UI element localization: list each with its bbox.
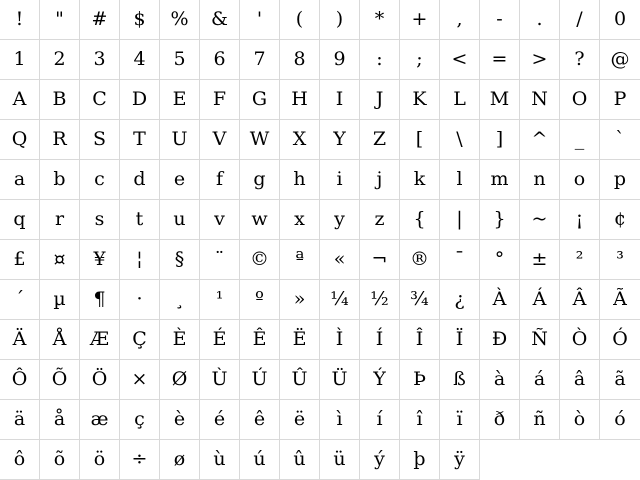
glyph-cell[interactable]: û — [280, 440, 320, 480]
glyph-cell[interactable]: £ — [0, 240, 40, 280]
glyph-cell[interactable]: : — [360, 40, 400, 80]
glyph-cell[interactable]: U — [160, 120, 200, 160]
glyph-cell[interactable]: g — [240, 160, 280, 200]
glyph-cell[interactable]: ¸ — [160, 280, 200, 320]
glyph-cell[interactable]: S — [80, 120, 120, 160]
glyph-cell[interactable]: Ï — [440, 320, 480, 360]
glyph-cell[interactable]: x — [280, 200, 320, 240]
glyph-cell[interactable]: ¬ — [360, 240, 400, 280]
glyph-cell[interactable]: î — [400, 400, 440, 440]
glyph-cell[interactable]: þ — [400, 440, 440, 480]
glyph-cell[interactable]: n — [520, 160, 560, 200]
glyph-cell[interactable]: ò — [560, 400, 600, 440]
glyph-cell[interactable]: k — [400, 160, 440, 200]
glyph-cell[interactable]: 5 — [160, 40, 200, 80]
glyph-cell[interactable]: ê — [240, 400, 280, 440]
glyph-cell[interactable]: & — [200, 0, 240, 40]
glyph-cell[interactable]: ¥ — [80, 240, 120, 280]
glyph-cell[interactable]: ð — [480, 400, 520, 440]
glyph-cell[interactable]: « — [320, 240, 360, 280]
glyph-cell[interactable]: i — [320, 160, 360, 200]
glyph-cell[interactable]: R — [40, 120, 80, 160]
glyph-cell[interactable]: Ñ — [520, 320, 560, 360]
glyph-cell[interactable]: B — [40, 80, 80, 120]
glyph-cell[interactable]: ô — [0, 440, 40, 480]
glyph-cell[interactable]: Á — [520, 280, 560, 320]
glyph-cell[interactable]: ² — [560, 240, 600, 280]
glyph-cell[interactable]: N — [520, 80, 560, 120]
glyph-cell[interactable]: ' — [240, 0, 280, 40]
glyph-cell[interactable]: í — [360, 400, 400, 440]
glyph-cell[interactable]: É — [200, 320, 240, 360]
glyph-cell[interactable]: · — [120, 280, 160, 320]
glyph-cell[interactable]: s — [80, 200, 120, 240]
glyph-cell[interactable]: Ó — [600, 320, 640, 360]
glyph-cell[interactable]: 9 — [320, 40, 360, 80]
glyph-cell[interactable]: ¨ — [200, 240, 240, 280]
glyph-cell[interactable]: ½ — [360, 280, 400, 320]
glyph-cell[interactable]: » — [280, 280, 320, 320]
glyph-cell[interactable]: ¿ — [440, 280, 480, 320]
glyph-cell[interactable]: ä — [0, 400, 40, 440]
glyph-cell[interactable]: ¤ — [40, 240, 80, 280]
glyph-cell[interactable]: 7 — [240, 40, 280, 80]
glyph-cell[interactable]: è — [160, 400, 200, 440]
glyph-cell[interactable]: M — [480, 80, 520, 120]
glyph-cell[interactable]: " — [40, 0, 80, 40]
glyph-cell[interactable]: Þ — [400, 360, 440, 400]
glyph-cell[interactable]: ] — [480, 120, 520, 160]
glyph-cell[interactable]: W — [240, 120, 280, 160]
glyph-cell[interactable]: ü — [320, 440, 360, 480]
glyph-cell[interactable]: e — [160, 160, 200, 200]
glyph-cell[interactable]: l — [440, 160, 480, 200]
glyph-cell[interactable]: º — [240, 280, 280, 320]
glyph-cell[interactable]: Y — [320, 120, 360, 160]
glyph-cell[interactable]: j — [360, 160, 400, 200]
glyph-cell[interactable]: a — [0, 160, 40, 200]
glyph-cell[interactable]: f — [200, 160, 240, 200]
glyph-cell[interactable]: H — [280, 80, 320, 120]
glyph-cell[interactable]: < — [440, 40, 480, 80]
glyph-cell[interactable]: Ú — [240, 360, 280, 400]
glyph-cell[interactable]: 3 — [80, 40, 120, 80]
glyph-cell[interactable]: ï — [440, 400, 480, 440]
glyph-cell[interactable]: m — [480, 160, 520, 200]
glyph-cell-empty[interactable] — [560, 440, 600, 480]
glyph-cell[interactable]: à — [480, 360, 520, 400]
glyph-cell[interactable]: ; — [400, 40, 440, 80]
glyph-cell[interactable]: w — [240, 200, 280, 240]
glyph-cell-empty[interactable] — [520, 440, 560, 480]
glyph-cell[interactable]: ¶ — [80, 280, 120, 320]
glyph-cell[interactable]: P — [600, 80, 640, 120]
glyph-cell[interactable]: Ø — [160, 360, 200, 400]
glyph-cell[interactable]: Ò — [560, 320, 600, 360]
glyph-cell[interactable]: È — [160, 320, 200, 360]
glyph-cell[interactable]: 6 — [200, 40, 240, 80]
glyph-cell[interactable]: Â — [560, 280, 600, 320]
glyph-cell[interactable]: \ — [440, 120, 480, 160]
glyph-cell[interactable]: Ë — [280, 320, 320, 360]
glyph-cell[interactable]: } — [480, 200, 520, 240]
glyph-cell[interactable]: ? — [560, 40, 600, 80]
glyph-cell[interactable]: T — [120, 120, 160, 160]
glyph-cell[interactable]: , — [440, 0, 480, 40]
glyph-cell[interactable]: { — [400, 200, 440, 240]
glyph-cell[interactable]: ) — [320, 0, 360, 40]
glyph-cell[interactable]: ë — [280, 400, 320, 440]
glyph-cell[interactable]: h — [280, 160, 320, 200]
glyph-cell-empty[interactable] — [600, 440, 640, 480]
glyph-cell[interactable]: q — [0, 200, 40, 240]
glyph-cell[interactable]: ³ — [600, 240, 640, 280]
glyph-cell[interactable]: ¢ — [600, 200, 640, 240]
glyph-cell[interactable]: A — [0, 80, 40, 120]
glyph-cell[interactable]: ù — [200, 440, 240, 480]
glyph-cell[interactable]: Ý — [360, 360, 400, 400]
glyph-cell[interactable]: + — [400, 0, 440, 40]
glyph-cell[interactable]: G — [240, 80, 280, 120]
glyph-cell[interactable]: Æ — [80, 320, 120, 360]
glyph-cell[interactable]: ^ — [520, 120, 560, 160]
glyph-cell[interactable]: ! — [0, 0, 40, 40]
glyph-cell[interactable]: C — [80, 80, 120, 120]
glyph-cell[interactable]: Ü — [320, 360, 360, 400]
glyph-cell[interactable]: * — [360, 0, 400, 40]
glyph-cell[interactable]: Ö — [80, 360, 120, 400]
glyph-cell[interactable]: ¯ — [440, 240, 480, 280]
glyph-cell[interactable]: Í — [360, 320, 400, 360]
glyph-cell[interactable]: p — [600, 160, 640, 200]
glyph-cell[interactable]: 2 — [40, 40, 80, 80]
glyph-cell[interactable]: D — [120, 80, 160, 120]
glyph-cell[interactable]: ó — [600, 400, 640, 440]
glyph-cell[interactable]: Ì — [320, 320, 360, 360]
glyph-cell[interactable]: Ã — [600, 280, 640, 320]
glyph-cell[interactable]: J — [360, 80, 400, 120]
glyph-cell[interactable]: ö — [80, 440, 120, 480]
glyph-cell[interactable]: _ — [560, 120, 600, 160]
glyph-cell-empty[interactable] — [480, 440, 520, 480]
glyph-cell[interactable]: © — [240, 240, 280, 280]
glyph-cell[interactable]: [ — [400, 120, 440, 160]
glyph-cell[interactable]: À — [480, 280, 520, 320]
glyph-cell[interactable]: 1 — [0, 40, 40, 80]
glyph-cell[interactable]: Û — [280, 360, 320, 400]
glyph-cell[interactable]: ` — [600, 120, 640, 160]
glyph-cell[interactable]: ø — [160, 440, 200, 480]
glyph-cell[interactable]: V — [200, 120, 240, 160]
glyph-cell[interactable]: ý — [360, 440, 400, 480]
glyph-cell[interactable]: ( — [280, 0, 320, 40]
glyph-cell[interactable]: . — [520, 0, 560, 40]
glyph-cell[interactable]: ì — [320, 400, 360, 440]
glyph-cell[interactable]: E — [160, 80, 200, 120]
glyph-cell[interactable]: - — [480, 0, 520, 40]
glyph-cell[interactable]: ú — [240, 440, 280, 480]
glyph-cell[interactable]: ¦ — [120, 240, 160, 280]
glyph-cell[interactable]: ° — [480, 240, 520, 280]
glyph-cell[interactable]: Ç — [120, 320, 160, 360]
glyph-cell[interactable]: ± — [520, 240, 560, 280]
glyph-cell[interactable]: / — [560, 0, 600, 40]
glyph-cell[interactable]: ´ — [0, 280, 40, 320]
glyph-cell[interactable]: o — [560, 160, 600, 200]
glyph-cell[interactable]: u — [160, 200, 200, 240]
glyph-cell[interactable]: Î — [400, 320, 440, 360]
glyph-cell[interactable]: ® — [400, 240, 440, 280]
glyph-cell[interactable]: § — [160, 240, 200, 280]
glyph-cell[interactable]: > — [520, 40, 560, 80]
glyph-cell[interactable]: ~ — [520, 200, 560, 240]
glyph-cell[interactable]: d — [120, 160, 160, 200]
glyph-cell[interactable]: õ — [40, 440, 80, 480]
glyph-cell[interactable]: Ê — [240, 320, 280, 360]
glyph-cell[interactable]: # — [80, 0, 120, 40]
glyph-cell[interactable]: ¡ — [560, 200, 600, 240]
glyph-cell[interactable]: @ — [600, 40, 640, 80]
glyph-cell[interactable]: Õ — [40, 360, 80, 400]
glyph-cell[interactable]: ¹ — [200, 280, 240, 320]
glyph-cell[interactable]: Z — [360, 120, 400, 160]
glyph-cell[interactable]: Å — [40, 320, 80, 360]
glyph-cell[interactable]: % — [160, 0, 200, 40]
glyph-cell[interactable]: µ — [40, 280, 80, 320]
glyph-cell[interactable]: Q — [0, 120, 40, 160]
glyph-cell[interactable]: Ä — [0, 320, 40, 360]
glyph-cell[interactable]: Ô — [0, 360, 40, 400]
glyph-cell[interactable]: K — [400, 80, 440, 120]
glyph-cell[interactable]: Ð — [480, 320, 520, 360]
glyph-cell[interactable]: ç — [120, 400, 160, 440]
glyph-cell[interactable]: á — [520, 360, 560, 400]
glyph-cell[interactable]: ã — [600, 360, 640, 400]
glyph-cell[interactable]: c — [80, 160, 120, 200]
glyph-cell[interactable]: 0 — [600, 0, 640, 40]
glyph-cell[interactable]: å — [40, 400, 80, 440]
glyph-cell[interactable]: × — [120, 360, 160, 400]
glyph-cell[interactable]: | — [440, 200, 480, 240]
glyph-cell[interactable]: â — [560, 360, 600, 400]
glyph-cell[interactable]: 8 — [280, 40, 320, 80]
glyph-cell[interactable]: ª — [280, 240, 320, 280]
glyph-cell[interactable]: r — [40, 200, 80, 240]
glyph-cell[interactable]: 4 — [120, 40, 160, 80]
glyph-cell[interactable]: $ — [120, 0, 160, 40]
glyph-cell[interactable]: L — [440, 80, 480, 120]
glyph-cell[interactable]: ¼ — [320, 280, 360, 320]
glyph-cell[interactable]: é — [200, 400, 240, 440]
glyph-cell[interactable]: ÷ — [120, 440, 160, 480]
glyph-cell[interactable]: = — [480, 40, 520, 80]
glyph-cell[interactable]: O — [560, 80, 600, 120]
glyph-cell[interactable]: ÿ — [440, 440, 480, 480]
glyph-cell[interactable]: æ — [80, 400, 120, 440]
glyph-cell[interactable]: b — [40, 160, 80, 200]
glyph-cell[interactable]: v — [200, 200, 240, 240]
glyph-cell[interactable]: ¾ — [400, 280, 440, 320]
glyph-cell[interactable]: F — [200, 80, 240, 120]
glyph-cell[interactable]: X — [280, 120, 320, 160]
glyph-cell[interactable]: z — [360, 200, 400, 240]
glyph-cell[interactable]: Ù — [200, 360, 240, 400]
glyph-cell[interactable]: ß — [440, 360, 480, 400]
glyph-cell[interactable]: t — [120, 200, 160, 240]
glyph-cell[interactable]: y — [320, 200, 360, 240]
glyph-cell[interactable]: ñ — [520, 400, 560, 440]
glyph-cell[interactable]: I — [320, 80, 360, 120]
